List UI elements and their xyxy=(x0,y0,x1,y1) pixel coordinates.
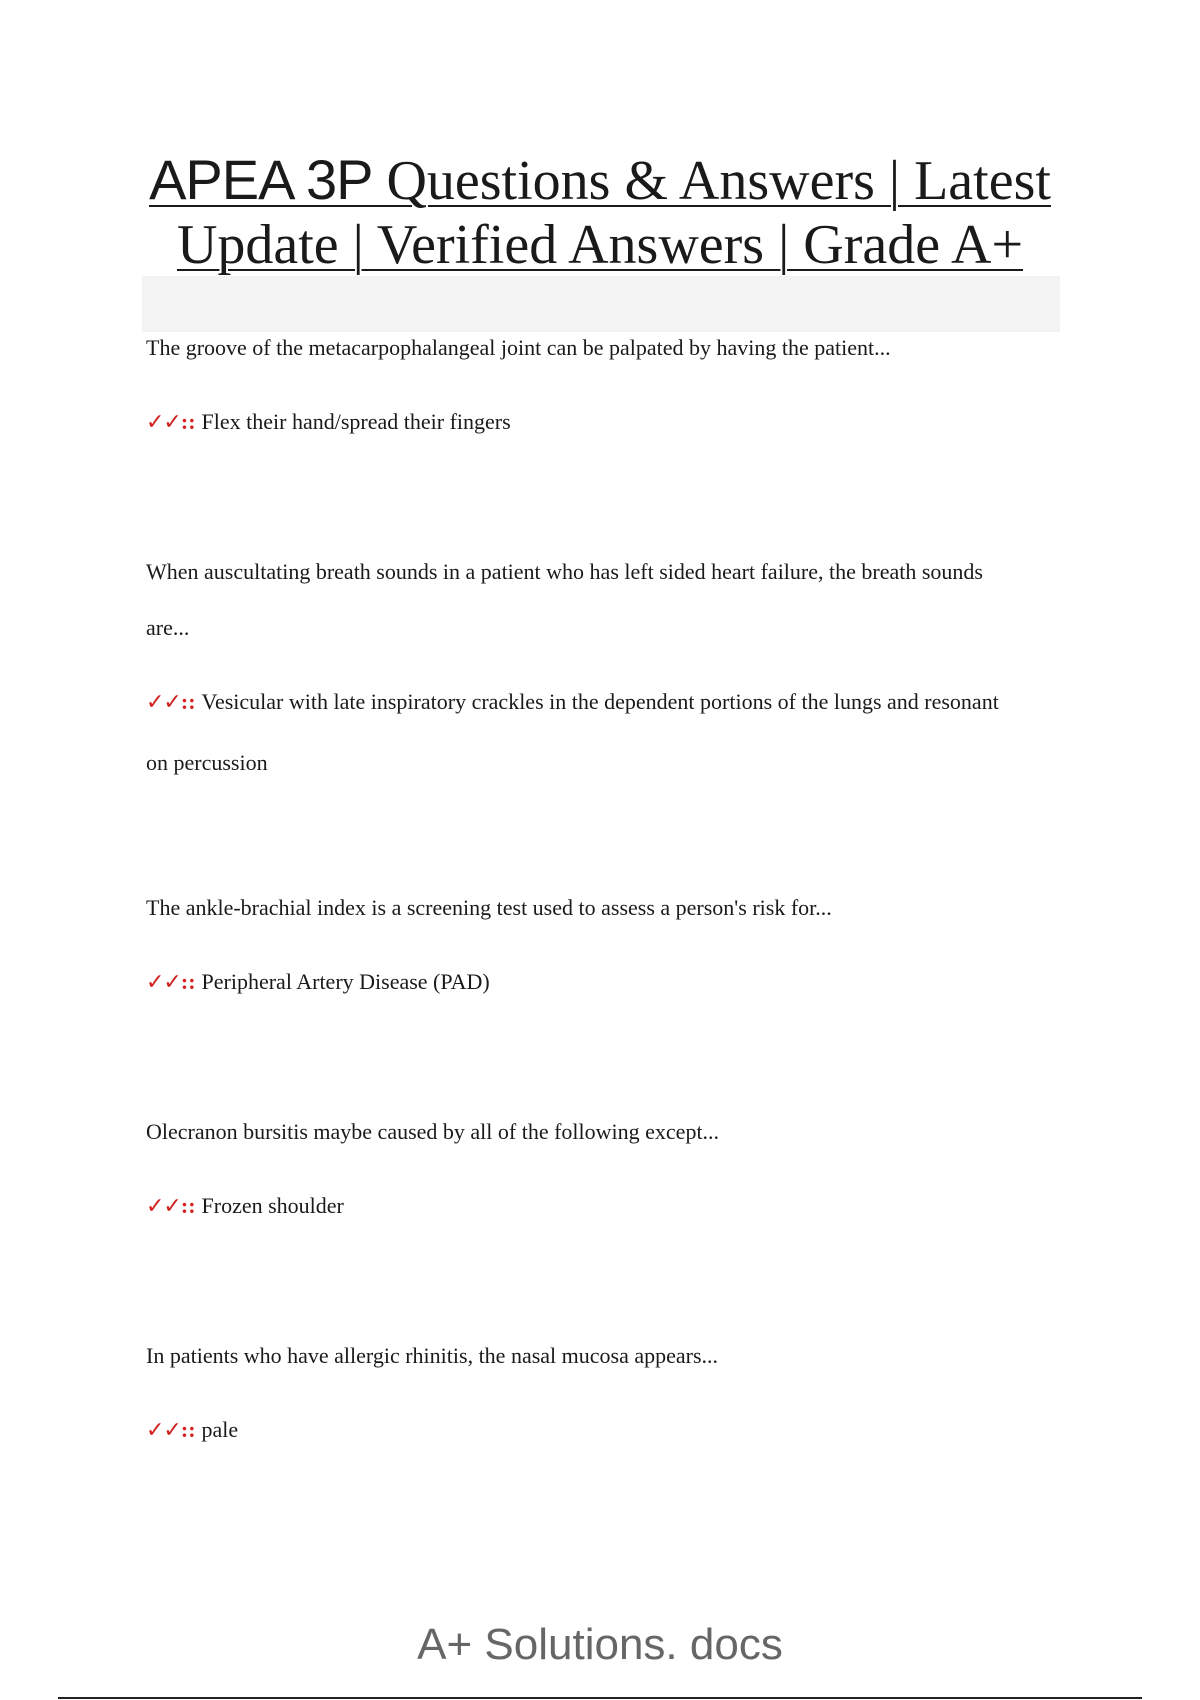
answer-text: pale xyxy=(201,1417,239,1442)
double-check-icon: ✓✓ xyxy=(146,970,181,995)
footer-divider xyxy=(58,1697,1142,1699)
qa-item-3 xyxy=(146,880,1026,1013)
answer-text: Vesicular with late inspiratory crackles in the dependent portions of the lungs and resonant on percussion xyxy=(146,689,999,775)
answer-separator: :: xyxy=(180,969,196,994)
title-line-1 xyxy=(140,148,1060,213)
question-text: In patients who have allergic rhinitis, the nasal mucosa appears... xyxy=(146,1343,719,1368)
qa-item-2 xyxy=(146,544,1026,793)
double-check-icon: ✓✓ xyxy=(146,1418,181,1443)
answer-text: Flex their hand/spread their fingers xyxy=(201,409,511,434)
title-line-1-text: Questions & Answers | Latest xyxy=(372,150,1051,212)
qa-item-1 xyxy=(146,320,1026,453)
answer-line xyxy=(146,672,1026,793)
double-check-icon: ✓✓ xyxy=(146,1194,181,1219)
answer-line xyxy=(146,1400,1026,1461)
answer-line xyxy=(146,952,1026,1013)
answer-text: Peripheral Artery Disease (PAD) xyxy=(201,969,490,994)
qa-item-5 xyxy=(146,1328,1026,1461)
title-line-2 xyxy=(140,213,1060,277)
question-text: The groove of the metacarpophalangeal joint can be palpated by having the patient... xyxy=(146,335,891,360)
answer-separator: :: xyxy=(180,1417,196,1442)
answer-separator: :: xyxy=(180,1193,196,1218)
double-check-icon: ✓✓ xyxy=(146,690,181,715)
answer-separator: :: xyxy=(180,689,196,714)
question-text: When auscultating breath sounds in a patient who has left sided heart failure, the breath sounds are... xyxy=(146,559,983,640)
question-text: The ankle-brachial index is a screening test used to assess a person's risk for... xyxy=(146,895,832,920)
double-check-icon: ✓✓ xyxy=(146,410,181,435)
title-prefix: APEA 3P xyxy=(149,148,373,211)
document-title xyxy=(140,148,1060,277)
answer-line xyxy=(146,1176,1026,1237)
answer-separator: :: xyxy=(180,409,196,434)
footer-brand: A+ Solutions. docs xyxy=(417,1620,783,1669)
question-text: Olecranon bursitis maybe caused by all of the following except... xyxy=(146,1119,720,1144)
qa-item-4 xyxy=(146,1104,1026,1237)
answer-text: Frozen shoulder xyxy=(201,1193,344,1218)
answer-line xyxy=(146,392,1026,453)
title-line-2-text: Update | Verified Answers | Grade A+ xyxy=(176,214,1024,276)
